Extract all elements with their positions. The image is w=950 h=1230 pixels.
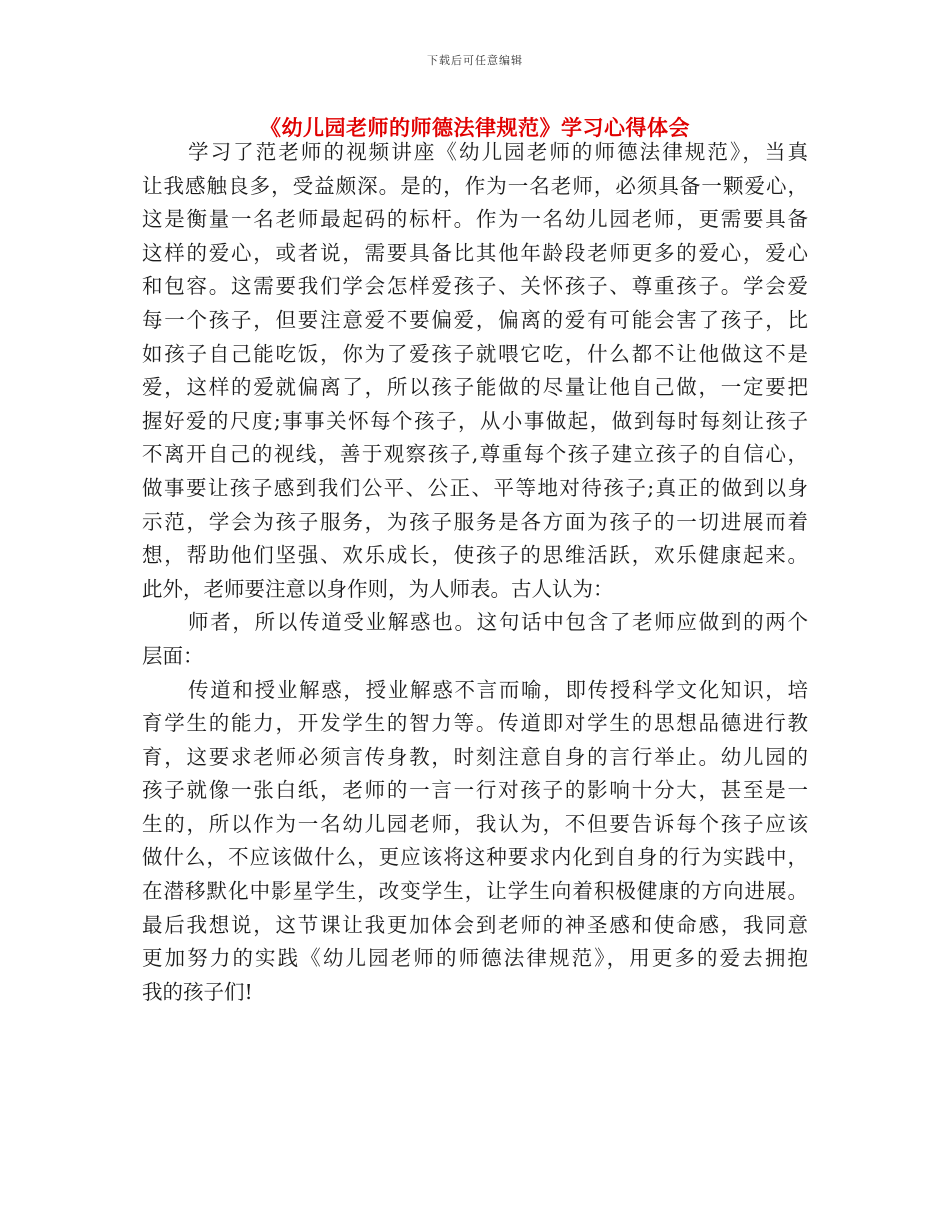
text-line: 在潜移默化中影星学生，改变学生，让学生向着积极健康的方向进展。 — [142, 879, 810, 904]
text-line: 想，帮助他们坚强、欢乐成长，使孩子的思维活跃，欢乐健康起来。 — [142, 543, 810, 568]
text-line: 做什么，不应该做什么，更应该将这种要求内化到自身的行为实践中， — [142, 845, 810, 870]
document-title: 《幼儿园老师的师德法律规范》学习心得体会 — [260, 115, 690, 140]
text-line: 层面： — [142, 643, 204, 668]
text-line: 最后我想说，这节课让我更加体会到老师的神圣感和使命感，我同意 — [142, 912, 810, 937]
text-line: 如孩子自己能吃饭，你为了爱孩子就喂它吃，什么都不让他做这不是 — [142, 341, 810, 366]
text-line: 学习了范老师的视频讲座《幼儿园老师的师德法律规范》，当真 — [188, 140, 811, 164]
text-line: 此外，老师要注意以身作则，为人师表。古人认为： — [142, 576, 614, 601]
text-line: 这样的爱心，或者说，需要具备比其他年龄段老师更多的爱心，爱心 — [142, 240, 810, 265]
text-line: 握好爱的尺度;事事关怀每个孩子，从小事做起，做到每时每刻让孩子 — [142, 408, 810, 433]
text-line: 每一个孩子，但要注意爱不要偏爱，偏离的爱有可能会害了孩子，比 — [142, 307, 810, 332]
text-line: 和包容。这需要我们学会怎样爱孩子、关怀孩子、尊重孩子。学会爱 — [142, 274, 810, 299]
text-line: 孩子就像一张白纸，老师的一言一行对孩子的影响十分大，甚至是一 — [142, 778, 810, 803]
text-line: 生的，所以作为一名幼儿园老师，我认为，不但要告诉每个孩子应该 — [142, 811, 810, 836]
text-line: 传道和授业解惑，授业解惑不言而喻，即传授科学文化知识，培 — [188, 677, 810, 702]
text-line: 爱，这样的爱就偏离了，所以孩子能做的尽量让他自己做，一定要把 — [142, 375, 810, 400]
text-line: 示范，学会为孩子服务，为孩子服务是各方面为孩子的一切进展而着 — [142, 509, 810, 534]
text-line: 我的孩子们! — [142, 979, 253, 1004]
page-header-note: 下载后可任意编辑 — [427, 54, 523, 67]
text-line: 让我感触良多，受益颇深。是的，作为一名老师，必须具备一颗爱心， — [142, 173, 810, 198]
text-line: 师者，所以传道受业解惑也。这句话中包含了老师应做到的两个 — [188, 610, 810, 635]
text-line: 做事要让孩子感到我们公平、公正、平等地对待孩子;真正的做到以身 — [142, 475, 810, 500]
text-line: 育，这要求老师必须言传身教，时刻注意自身的言行举止。幼儿园的 — [142, 744, 810, 769]
document-body — [142, 136, 811, 1009]
text-line: 不离开自己的视线，善于观察孩子,尊重每个孩子建立孩子的自信心， — [142, 442, 810, 467]
text-line: 这是衡量一名老师最起码的标杆。作为一名幼儿园老师，更需要具备 — [142, 207, 810, 232]
text-line: 育学生的能力，开发学生的智力等。传道即对学生的思想品德进行教 — [142, 711, 810, 736]
text-line: 更加努力的实践《幼儿园老师的师德法律规范》，用更多的爱去拥抱 — [142, 946, 811, 971]
